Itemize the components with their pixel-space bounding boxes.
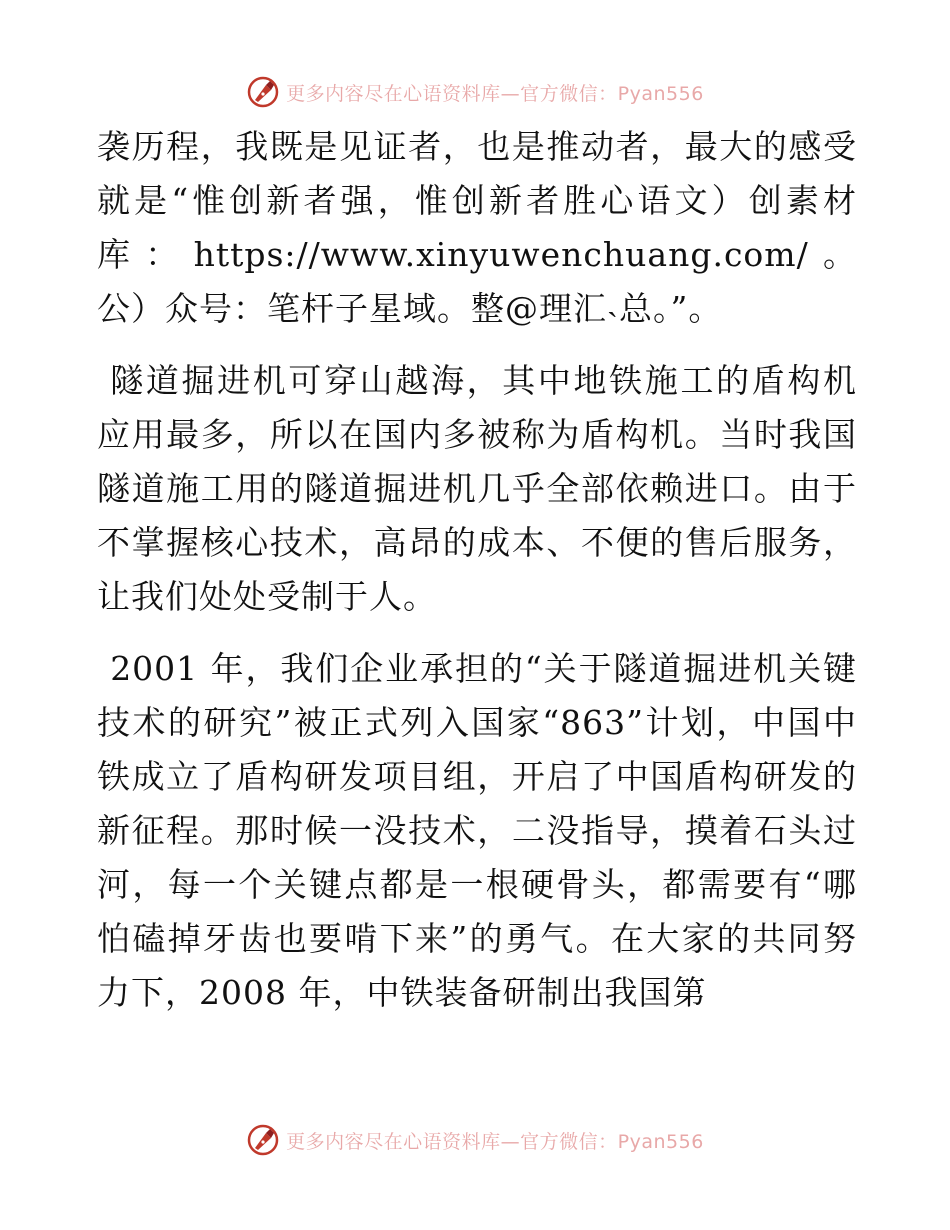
document-body xyxy=(97,120,857,1038)
watermark-text: 更多内容尽在心语资料库—官方微信：Pyan556 xyxy=(286,1130,704,1153)
header-watermark xyxy=(0,72,950,112)
pen-nib-logo-icon xyxy=(246,1123,280,1157)
paragraph-2: 隧道掘进机可穿山越海，其中地铁施工的盾构机应用最多，所以在国内多被称为盾构机。当时我国隧道施工用的隧道掘进机几乎全部依赖进口。由于不掌握核心技术，高昂的成本、不便的售后服务，让我们处处受制于人。 xyxy=(97,361,857,616)
pen-nib-logo-icon xyxy=(246,75,280,109)
paragraph-1: 袭历程，我既是见证者，也是推动者，最大的感受就是“惟创新者强，惟创新者胜心语文）创素材库：https://www.xinyuwenchuang.com/。公）众号：笔杆子星域。整@理汇˴总。”。 xyxy=(97,127,857,328)
footer-watermark xyxy=(0,1120,950,1160)
watermark-text: 更多内容尽在心语资料库—官方微信：Pyan556 xyxy=(286,82,704,105)
paragraph-3: 2001 年，我们企业承担的“关于隧道掘进机关键技术的研究”被正式列入国家“863”计划，中国中铁成立了盾构研发项目组，开启了中国盾构研发的新征程。那时候一没技术，二没指导，摸着石头过河，每一个关键点都是一根硬骨头，都需要有“哪怕磕掉牙齿也要啃下来”的勇气。在大家的共同努力下，2008 年，中铁装备研制出我国第 xyxy=(97,649,857,1012)
